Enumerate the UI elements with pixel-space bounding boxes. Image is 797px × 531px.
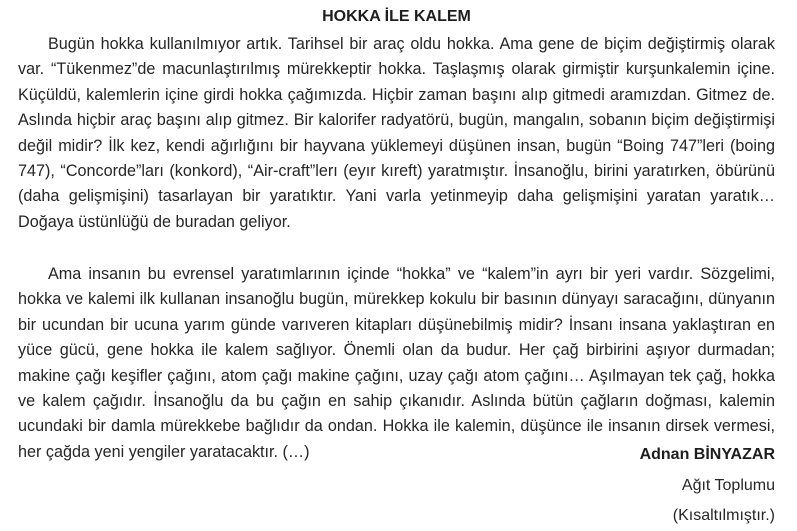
- abridged-note: (Kısaltılmıştır.): [672, 507, 775, 524]
- document-title: HOKKA İLE KALEM: [322, 8, 471, 25]
- source-title: Ağıt Toplumu: [681, 477, 775, 494]
- paragraph-1: Bugün hokka kullanılmıyor artık. Tarihsel bir araç oldu hokka. Ama gene de biçim değiştirmiş olarak var. “Tükenmez”de macunlaştırılmış mürekkeptir hokka. Taşlaşmış olarak girmiştir kurşunkalemin içine. Küçüldü, kalemlerin içine girdi hokka çağımızda. Hiçbir zaman başını alıp gitmedi aramızdan. Gitmez de. Aslında hiçbir araç başını alıp gitmez. Bir kalorifer radyatörü, bugün, mangalın, sobanın biçim değiştirmişi değil midir? İlk kez, kendi ağırlığını bir hayvana yüklemeyi düşünen insan, bugün “Boing 747”leri (boing 747), “Concorde”ları (konkord), “Air-craft”lerı (eyır kıreft) yaratmıştır. İnsanoğlu, birini yaratırken, öbürünü (daha gelişmişini) tasarlayan bir yaratıktır. Yani varla yetinmeyip daha gelişmişini yaratan yaratık… Doğaya üstünlüğü de buradan geliyor.: [18, 35, 775, 231]
- paragraph-2: Ama insanın bu evrensel yaratımlarının içinde “hokka” ve “kalem”in ayrı bir yeri vardır. Sözgelimi, hokka ve kalemi ilk kullanan insanoğlu bugün, mürekkep kokulu bir basının dünyayı saracağını, dünyanın bir ucundan bir ucuna yarım günde varıveren kitapları düşünebilmiş midir? İnsanı insana yaklaştıran en yüce gücü, gene hokka ile kalem sağlıyor. Önemli olan da budur. Her çağ birbirini aşıyor durmadan; makine çağı keşifler çağını, atom çağı makine çağını, uzay çağı atom çağını… Aşılmayan tek çağ, hokka ve kalem çağıdır. İnsanoğlu da bu çağın en sahip çıkanıdır. Aslında bütün çağların doğması, kalemin ucundaki bir damla mürekkebe bağlıdır da ondan. Hokka ile kalemin, düşünce ile insanın dirsek vermesi, her çağda yeni yengiler yaratacaktır. (…): [18, 265, 775, 461]
- author-name: Adnan BİNYAZAR: [639, 446, 775, 463]
